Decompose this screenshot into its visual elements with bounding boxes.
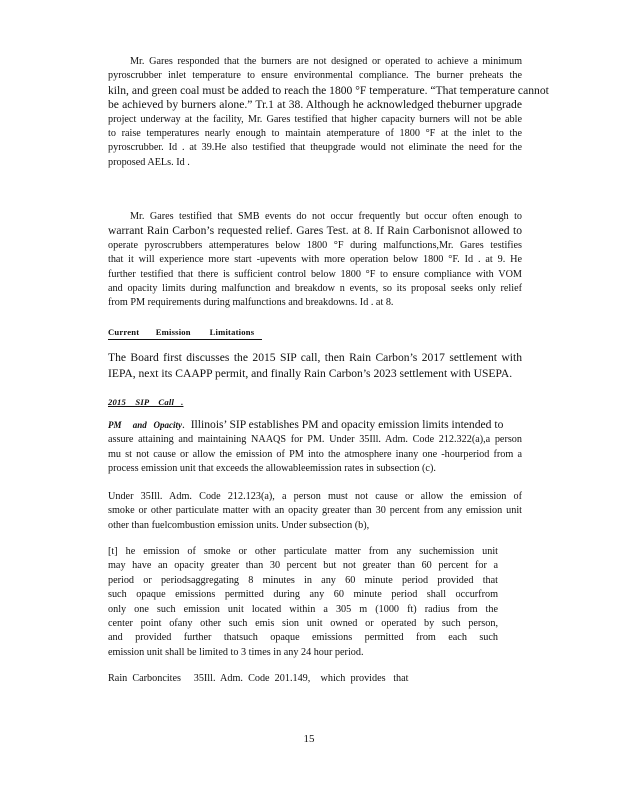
paragraph-2: [108, 210, 522, 311]
text-line: operate pyroscrubbers attemperatures below 1800 °F during malfunctions,Mr. Gares testifies: [108, 239, 522, 251]
paragraph-6: [108, 672, 522, 686]
text-line: only one such emission unit located within a 305 m (1000 ft) radius from the: [108, 603, 498, 615]
text-line: [t] he emission of smoke or other particulate matter from any suchemission unit: [108, 546, 498, 557]
text-line: Mr. Gares testified that SMB events do not occur frequently but occur often enough to: [130, 211, 522, 222]
paragraph-3: [108, 350, 522, 382]
text-line: warrant Rain Carbon’s requested relief. Gares Test. at 8. If Rain Carbonisnot allowed to: [108, 224, 522, 238]
paragraph-5: [108, 490, 522, 533]
block-quote: [108, 545, 498, 660]
text-line: smoke or other particulate matter with an opacity greater than 30 percent from any emission unit: [108, 505, 522, 517]
text-line: Rain Carboncites 35Ill. Adm. Code 201.149, which provides that: [108, 673, 409, 684]
text-line: emission unit shall be limited to 3 times in any 24 hour period.: [108, 646, 364, 658]
paragraph-4: [108, 418, 522, 477]
text-line: mu st not cause or allow the emission of PM into the atmosphere inany one -hourperiod from a: [108, 448, 522, 460]
text-line: period or periodsaggregating 8 minutes in any 60 minute period provided that: [108, 574, 498, 586]
text-line: may have an opacity greater than 30 percent but not greater than 60 percent for a: [108, 560, 498, 572]
text-line: [108, 418, 522, 433]
text-line: proposed AELs. Id .: [108, 156, 190, 168]
paragraph-1: [108, 55, 549, 170]
text-line: from PM requirements during malfunctions and breakdowns. Id . at 8.: [108, 297, 394, 309]
text-line: The Board first discusses the 2015 SIP call, then Rain Carbon’s 2017 settlement with: [108, 351, 522, 364]
section-heading: Current Emission Limitations: [108, 325, 262, 340]
text-line: IEPA, next its CAAPP permit, and finally Rain Carbon’s 2023 settlement with USEPA.: [108, 367, 513, 380]
text-line: that it will experience more start -upevents with more operation below 1800 °F. Id . at 9. He: [108, 254, 522, 266]
text-line: project underway at the facility, Mr. Gares testified that higher capacity burners will not be able: [108, 113, 522, 125]
text-line: and provided further thatsuch opaque emissions permitted from each such: [108, 632, 498, 644]
text-line: further testified that there is sufficient control below 1800 °F to ensure compliance with VOM: [108, 268, 522, 280]
subsection-heading: 2015 SIP Call .: [108, 397, 184, 407]
text-line: Under 35Ill. Adm. Code 212.123(a), a person must not cause or allow the emission of: [108, 491, 522, 502]
text-line: Mr. Gares responded that the burners are not designed or operated to achieve a minimum: [130, 56, 522, 67]
text-line: assure attaining and maintaining NAAQS for PM. Under 35Ill. Adm. Code 212.322(a),a person: [108, 434, 522, 446]
text-line: such opaque emissions permitted during any 60 minute period shall occurfrom: [108, 589, 498, 601]
text-line: to raise temperatures nearly enough to maintain atemperature of 1800 °F at the inlet to the: [108, 128, 522, 140]
text-line: kiln, and green coal must be added to reach the 1800 °F temperature. “That temperature cannot: [108, 83, 549, 97]
text-line: process emission unit that exceeds the allowableemission rates in subsection (c).: [108, 463, 436, 475]
text-line: pyroscrubber. Id . at 39.He also testified that theupgrade would not eliminate the need for the: [108, 142, 522, 154]
page-number: 15: [303, 733, 315, 745]
text-line: and opacity limits during malfunction and breakdow n events, so its proposal seeks only relief: [108, 283, 522, 295]
italic-lead: PM and Opacity: [108, 420, 182, 430]
text-line: pyroscrubber inlet temperature to ensure environmental compliance. The burner preheats the: [108, 70, 522, 82]
text-line: be achieved by burners alone.” Tr.1 at 38. Although he acknowledged theburner upgrade: [108, 98, 522, 112]
text-line: center point ofany other such emis sion unit owned or operated by such person,: [108, 618, 498, 630]
lead-rest: . Illinois’ SIP establishes PM and opacity emission limits intended to: [182, 418, 504, 431]
text-line: other than fuelcombustion emission units. Under subsection (b),: [108, 519, 370, 531]
